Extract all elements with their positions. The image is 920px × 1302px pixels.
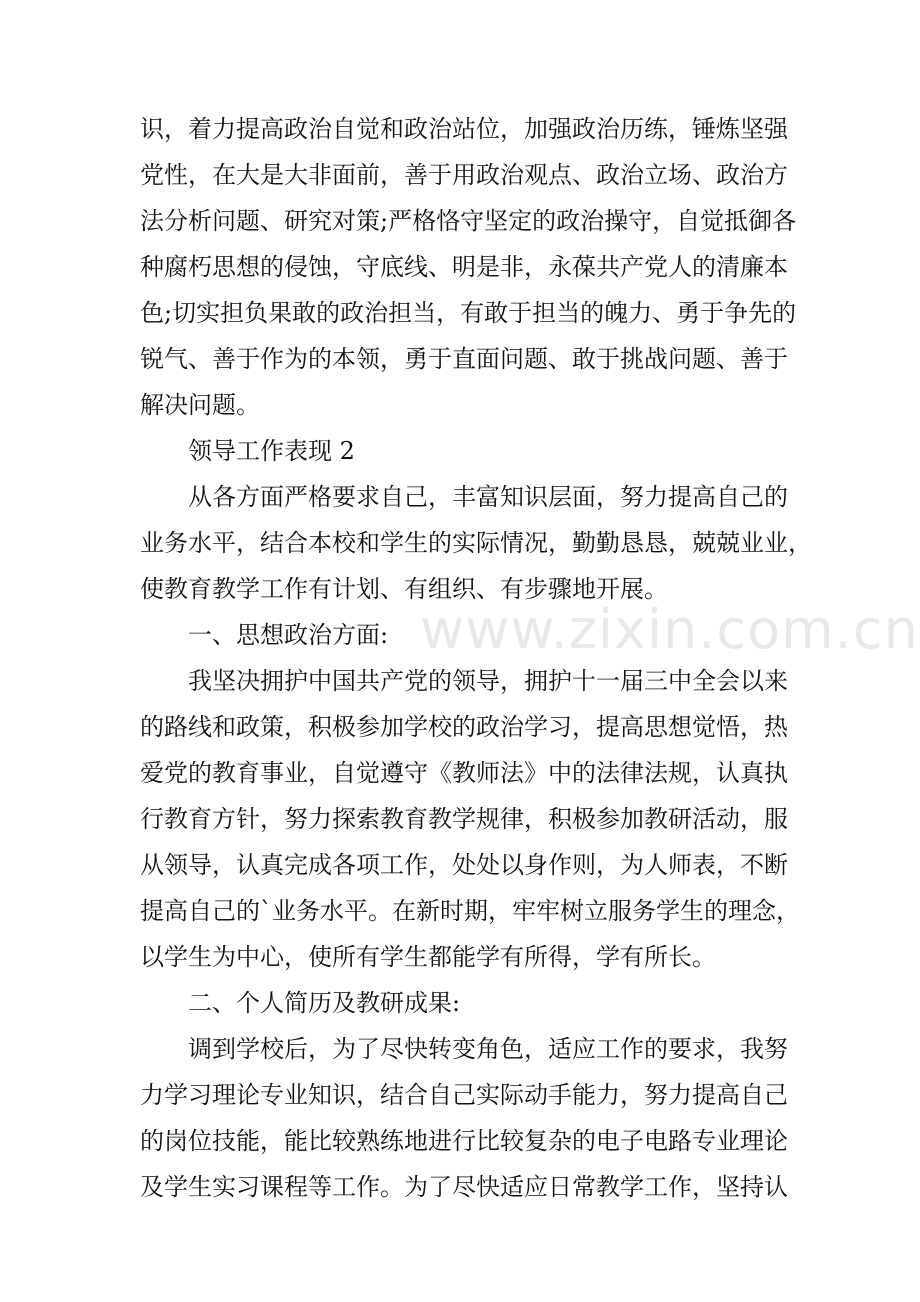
paragraph-line: 爱党的教育事业，自觉遵守《教师法》中的法律法规，认真执	[140, 759, 788, 787]
paragraph-line: 识，着力提高政治自觉和政治站位，加强政治历练，锤炼坚强	[140, 115, 788, 143]
paragraph-line: 解决问题。	[140, 391, 260, 419]
paragraph-line: 提高自己的`业务水平。在新时期，牢牢树立服务学生的理念，	[140, 897, 800, 925]
paragraph-line: 从各方面严格要求自己，丰富知识层面，努力提高自己的	[188, 483, 788, 511]
section-heading: 领导工作表现 2	[188, 437, 355, 465]
paragraph-line: 法分析问题、研究对策;严格恪守坚定的政治操守，自觉抵御各	[140, 207, 797, 235]
paragraph-line: 的路线和政策，积极参加学校的政治学习，提高思想觉悟，热	[140, 713, 788, 741]
paragraph-line: 色;切实担负果敢的政治担当，有敢于担当的魄力、勇于争先的	[140, 299, 797, 327]
paragraph-line: 的岗位技能，能比较熟练地进行比较复杂的电子电路专业理论	[140, 1127, 788, 1155]
paragraph-line: 从领导，认真完成各项工作，处处以身作则，为人师表，不断	[140, 851, 788, 879]
paragraph-line: 及学生实习课程等工作。为了尽快适应日常教学工作，坚持认	[140, 1173, 788, 1201]
paragraph-line: 党性，在大是大非面前，善于用政治观点、政治立场、政治方	[140, 161, 788, 189]
paragraph-line: 种腐朽思想的侵蚀，守底线、明是非，永葆共产党人的清廉本	[140, 253, 788, 281]
section-heading: 二、个人简历及教研成果:	[188, 989, 461, 1017]
paragraph-line: 以学生为中心，使所有学生都能学有所得，学有所长。	[140, 943, 716, 971]
paragraph-line: 调到学校后，为了尽快转变角色，适应工作的要求，我努	[188, 1035, 788, 1063]
paragraph-line: 行教育方针，努力探索教育教学规律，积极参加教研活动，服	[140, 805, 788, 833]
paragraph-line: 我坚决拥护中国共产党的领导，拥护十一届三中全会以来	[188, 667, 788, 695]
paragraph-line: 力学习理论专业知识，结合自己实际动手能力，努力提高自己	[140, 1081, 788, 1109]
paragraph-line: 锐气、善于作为的本领，勇于直面问题、敢于挑战问题、善于	[140, 345, 788, 373]
paragraph-line: 业务水平，结合本校和学生的实际情况，勤勤恳恳，兢兢业业，	[140, 529, 812, 557]
section-heading: 一、思想政治方面:	[188, 621, 389, 649]
paragraph-line: 使教育教学工作有计划、有组织、有步骤地开展。	[140, 575, 668, 603]
document-body	[140, 106, 919, 1210]
watermark: www.zixin.com.cn	[420, 598, 919, 661]
